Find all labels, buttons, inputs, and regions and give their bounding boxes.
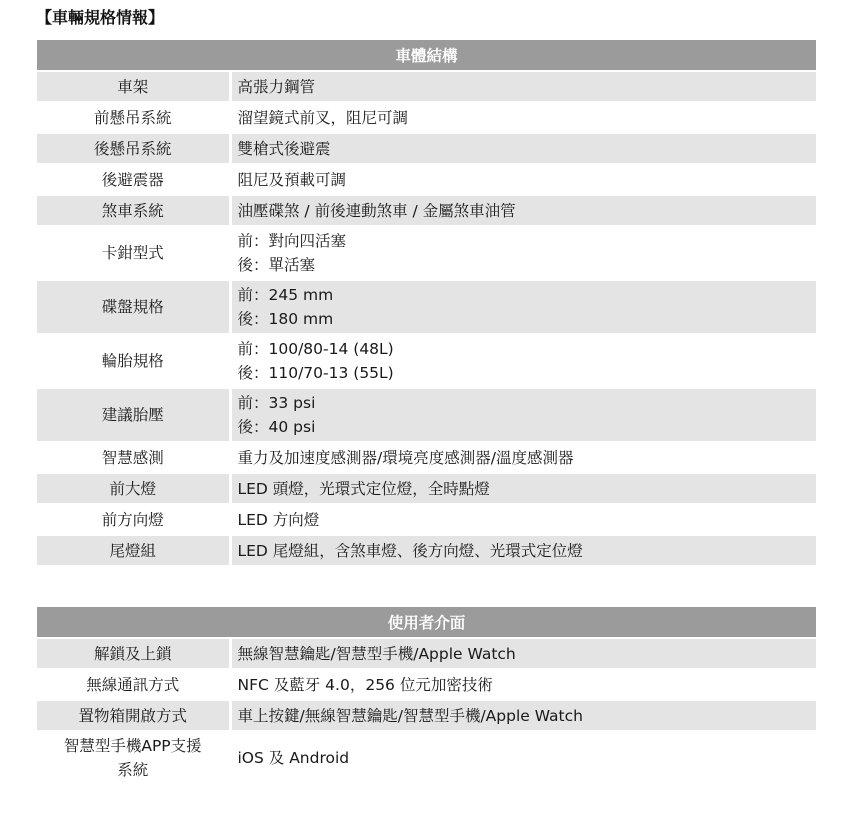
page-title: 【車輛規格情報】 bbox=[36, 8, 165, 27]
spec-row bbox=[37, 388, 816, 442]
spec-row bbox=[37, 638, 816, 669]
spec-value-line: 重力及加速度感測器/環境亮度感測器/溫度感測器 bbox=[237, 448, 574, 467]
spec-value-line: 無線智慧鑰匙/智慧型手機/Apple Watch bbox=[237, 644, 516, 663]
spec-rows bbox=[37, 638, 816, 785]
spec-value bbox=[230, 442, 816, 473]
spec-value-line: 前：245 mm bbox=[237, 286, 334, 304]
spec-value-line: 油壓碟煞 / 前後連動煞車 / 金屬煞車油管 bbox=[237, 201, 516, 220]
spec-value bbox=[230, 102, 816, 133]
spec-value-line: 後：單活塞 bbox=[237, 256, 316, 274]
spec-value-line: 後：40 psi bbox=[237, 418, 316, 436]
spec-label-line: 系統 bbox=[117, 761, 149, 779]
spec-value bbox=[230, 669, 816, 700]
spec-value-line: 溜望鏡式前叉，阻尼可調 bbox=[237, 108, 409, 127]
spec-label: 建議胎壓 bbox=[37, 388, 230, 442]
spec-value bbox=[230, 731, 816, 785]
spec-value-line: LED 頭燈，光環式定位燈，全時點燈 bbox=[237, 479, 490, 498]
spec-row bbox=[37, 133, 816, 164]
spec-value-line: LED 方向燈 bbox=[237, 510, 320, 529]
section-header bbox=[37, 40, 816, 71]
spec-value bbox=[230, 504, 816, 535]
spec-row bbox=[37, 535, 816, 566]
section-header bbox=[37, 607, 816, 638]
spec-label: 解鎖及上鎖 bbox=[37, 638, 230, 669]
spec-label: 後避震器 bbox=[37, 164, 230, 195]
spec-row bbox=[37, 731, 816, 785]
spec-row bbox=[37, 71, 816, 102]
spec-value-line: 後：110/70-13 (55L) bbox=[237, 364, 394, 382]
spec-value-line: 高張力鋼管 bbox=[237, 77, 316, 96]
spec-label: 碟盤規格 bbox=[37, 280, 230, 334]
spec-label: 前方向燈 bbox=[37, 504, 230, 535]
spec-value-line: NFC 及藍牙 4.0，256 位元加密技術 bbox=[237, 675, 493, 694]
spec-row bbox=[37, 102, 816, 133]
spec-table-user-interface bbox=[37, 607, 816, 786]
spec-label: 前大燈 bbox=[37, 473, 230, 504]
spec-label: 無線通訊方式 bbox=[37, 669, 230, 700]
spec-label: 輪胎規格 bbox=[37, 334, 230, 388]
spec-value bbox=[230, 334, 816, 388]
spec-label: 卡鉗型式 bbox=[37, 226, 230, 280]
spec-row bbox=[37, 442, 816, 473]
spec-label: 尾燈組 bbox=[37, 535, 230, 566]
spec-value bbox=[230, 133, 816, 164]
spec-row bbox=[37, 700, 816, 731]
spec-value-line: 後：180 mm bbox=[237, 310, 334, 328]
spec-rows bbox=[37, 71, 816, 566]
spec-value bbox=[230, 388, 816, 442]
spec-value bbox=[230, 280, 816, 334]
spec-table-body-structure bbox=[37, 40, 816, 567]
spec-value bbox=[230, 226, 816, 280]
spec-value bbox=[230, 164, 816, 195]
spec-value-line: 雙槍式後避震 bbox=[237, 139, 331, 158]
spec-label: 煞車系統 bbox=[37, 195, 230, 226]
spec-value bbox=[230, 473, 816, 504]
spec-value bbox=[230, 195, 816, 226]
spec-value bbox=[230, 638, 816, 669]
spec-row bbox=[37, 195, 816, 226]
spec-label: 後懸吊系統 bbox=[37, 133, 230, 164]
spec-row bbox=[37, 669, 816, 700]
spec-value-line: LED 尾燈組，含煞車燈、後方向燈、光環式定位燈 bbox=[237, 541, 583, 560]
spec-label: 前懸吊系統 bbox=[37, 102, 230, 133]
spec-value-line: 前：33 psi bbox=[237, 394, 316, 412]
spec-row bbox=[37, 473, 816, 504]
spec-value-line: 車上按鍵/無線智慧鑰匙/智慧型手機/Apple Watch bbox=[237, 706, 583, 725]
spec-row bbox=[37, 334, 816, 388]
spec-row bbox=[37, 280, 816, 334]
spec-row bbox=[37, 164, 816, 195]
spec-label: 置物箱開啟方式 bbox=[37, 700, 230, 731]
spec-row bbox=[37, 226, 816, 280]
spec-label: 智慧感測 bbox=[37, 442, 230, 473]
spec-row bbox=[37, 504, 816, 535]
spec-value-line: 阻尼及預載可調 bbox=[237, 170, 347, 189]
spec-label bbox=[37, 731, 230, 785]
spec-value bbox=[230, 535, 816, 566]
spec-value bbox=[230, 71, 816, 102]
spec-value-line: 前：100/80-14 (48L) bbox=[237, 340, 394, 358]
spec-label: 車架 bbox=[37, 71, 230, 102]
spec-value-line: iOS 及 Android bbox=[237, 749, 350, 767]
section-heading: 車體結構 bbox=[37, 40, 816, 71]
spec-label-line: 智慧型手機APP支援 bbox=[63, 737, 202, 755]
section-heading: 使用者介面 bbox=[37, 607, 816, 638]
spec-value bbox=[230, 700, 816, 731]
spec-value-line: 前：對向四活塞 bbox=[237, 232, 347, 250]
